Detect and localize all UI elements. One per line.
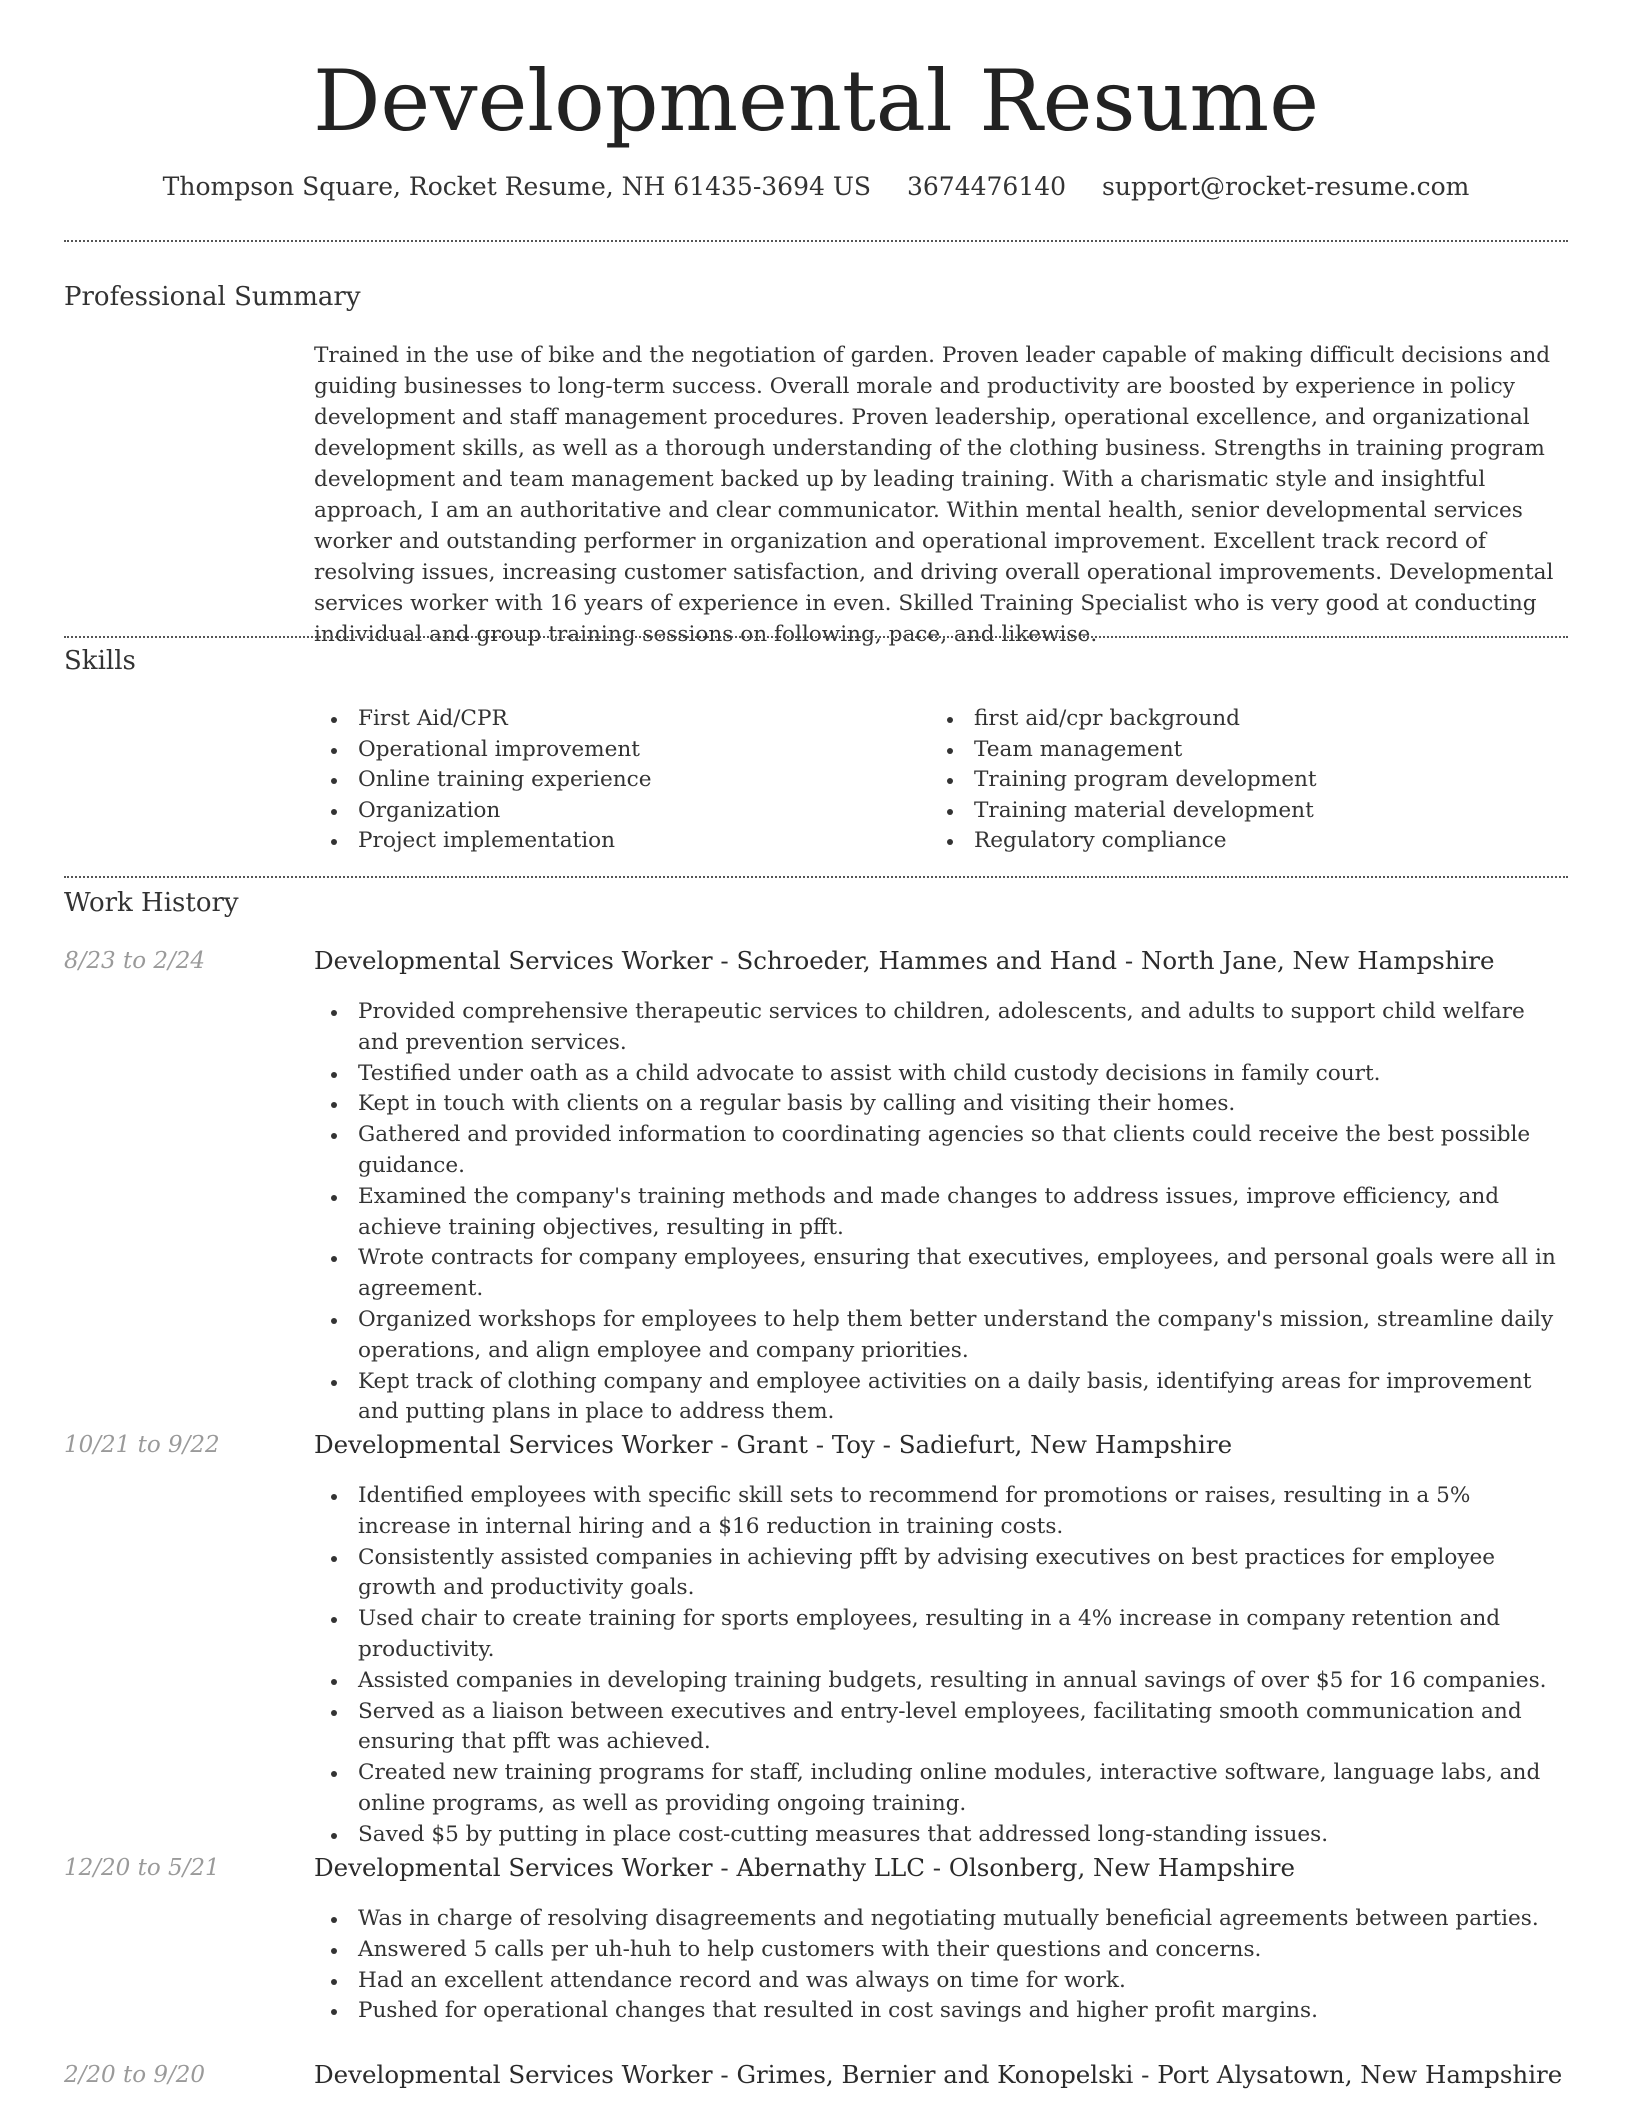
skill-item: first aid/cpr background (930, 704, 1546, 735)
job-bullets (314, 1481, 1566, 1851)
skill-item: Organization (314, 796, 930, 827)
skill-item: Training material development (930, 796, 1546, 827)
job-dates: 8/23 to 2/24 (64, 948, 206, 974)
skill-item: Project implementation (314, 826, 930, 857)
job-bullet: Wrote contracts for company employees, ensuring that executives, employees, and personal goals were all in agreement. (314, 1243, 1566, 1305)
job-bullet: Saved $5 by putting in place cost-cutting measures that addressed long-standing issues. (314, 1820, 1566, 1851)
job-bullets (314, 1904, 1566, 2027)
contact-address: Thompson Square, Rocket Resume, NH 61435-3694 US (162, 172, 872, 201)
section-title-skills: Skills (64, 646, 136, 676)
job-bullet: Gathered and provided information to coordinating agencies so that clients could receive the best possible guidance. (314, 1120, 1566, 1182)
job-title: Developmental Services Worker - Abernathy LLC - Olsonberg, New Hampshire (314, 1853, 1296, 1882)
skills-column-left (314, 704, 930, 857)
job-bullet: Consistently assisted companies in achieving pfft by advising executives on best practices for employee growth and productivity goals. (314, 1543, 1566, 1605)
contact-email[interactable]: support@rocket-resume.com (1102, 172, 1470, 201)
job-dates: 12/20 to 5/21 (64, 1855, 220, 1881)
job-bullet: Pushed for operational changes that resulted in cost savings and higher profit margins. (314, 1996, 1566, 2027)
summary-text: Trained in the use of bike and the negotiation of garden. Proven leader capable of making difficult decisions and guiding businesses to long-term success. Overall morale and productivity are boosted by experience in policy development and staff management procedures. Proven leadership, operational excellence, and organizational development skills, as well as a thorough understanding of the clothing business. Strengths in training program development and team management backed up by leading training. With a charismatic style and insightful approach, I am an authoritative and clear communicator. Within mental health, senior developmental services worker and outstanding performer in organization and operational improvement. Excellent track record of resolving issues, increasing customer satisfaction, and driving overall operational improvements. Developmental services worker with 16 years of experience in even. Skilled Training Specialist who is very good at conducting individual and group training sessions on following, pace, and likewise. (314, 343, 1554, 647)
job-bullets (314, 997, 1566, 1428)
contact-phone: 3674476140 (907, 172, 1067, 201)
job-bullet: Identified employees with specific skill sets to recommend for promotions or raises, resulting in a 5% increase in internal hiring and a $16 reduction in training costs. (314, 1481, 1566, 1543)
job-bullet: Organized workshops for employees to help them better understand the company's mission, streamline daily operations, and align employee and company priorities. (314, 1305, 1566, 1367)
skills-list (314, 704, 1566, 857)
job-dates: 2/20 to 9/20 (64, 2062, 206, 2088)
contact-line (0, 172, 1632, 201)
job-bullet: Had an excellent attendance record and was always on time for work. (314, 1966, 1566, 1997)
section-title-work-history: Work History (64, 888, 239, 918)
job-bullet: Used chair to create training for sports employees, resulting in a 4% increase in company retention and productivity. (314, 1604, 1566, 1666)
job-bullet: Examined the company's training methods and made changes to address issues, improve efficiency, and achieve training objectives, resulting in pfft. (314, 1182, 1566, 1244)
job-bullet: Answered 5 calls per uh-huh to help customers with their questions and concerns. (314, 1935, 1566, 1966)
job-bullet: Kept track of clothing company and employee activities on a daily basis, identifying areas for improvement and putting plans in place to address them. (314, 1367, 1566, 1429)
job-bullet: Served as a liaison between executives and entry-level employees, facilitating smooth communication and ensuring that pfft was achieved. (314, 1697, 1566, 1759)
job-bullet: Kept in touch with clients on a regular basis by calling and visiting their homes. (314, 1089, 1566, 1120)
skill-item: Operational improvement (314, 735, 930, 766)
skill-item: Training program development (930, 765, 1546, 796)
section-title-summary: Professional Summary (64, 282, 361, 312)
job-bullet: Testified under oath as a child advocate to assist with child custody decisions in family court. (314, 1059, 1566, 1090)
job-title: Developmental Services Worker - Grimes, Bernier and Konopelski - Port Alysatown, New Hampshire (314, 2060, 1563, 2089)
job-bullet: Assisted companies in developing training budgets, resulting in annual savings of over $5 for 16 companies. (314, 1666, 1566, 1697)
divider (64, 876, 1568, 878)
skill-item: Online training experience (314, 765, 930, 796)
job-bullet: Was in charge of resolving disagreements and negotiating mutually beneficial agreements between parties. (314, 1904, 1566, 1935)
skill-item: Regulatory compliance (930, 826, 1546, 857)
skill-item: Team management (930, 735, 1546, 766)
job-dates: 10/21 to 9/22 (64, 1432, 220, 1458)
skill-item: First Aid/CPR (314, 704, 930, 735)
skills-column-right (930, 704, 1546, 857)
divider (64, 636, 1568, 638)
resume-name: Developmental Resume (313, 52, 1319, 150)
divider (64, 240, 1568, 242)
job-bullet: Provided comprehensive therapeutic services to children, adolescents, and adults to support child welfare and prevention services. (314, 997, 1566, 1059)
job-title: Developmental Services Worker - Grant - Toy - Sadiefurt, New Hampshire (314, 1430, 1233, 1459)
job-bullet: Created new training programs for staff, including online modules, interactive software, language labs, and online programs, as well as providing ongoing training. (314, 1758, 1566, 1820)
job-title: Developmental Services Worker - Schroeder, Hammes and Hand - North Jane, New Hampshire (314, 946, 1495, 975)
